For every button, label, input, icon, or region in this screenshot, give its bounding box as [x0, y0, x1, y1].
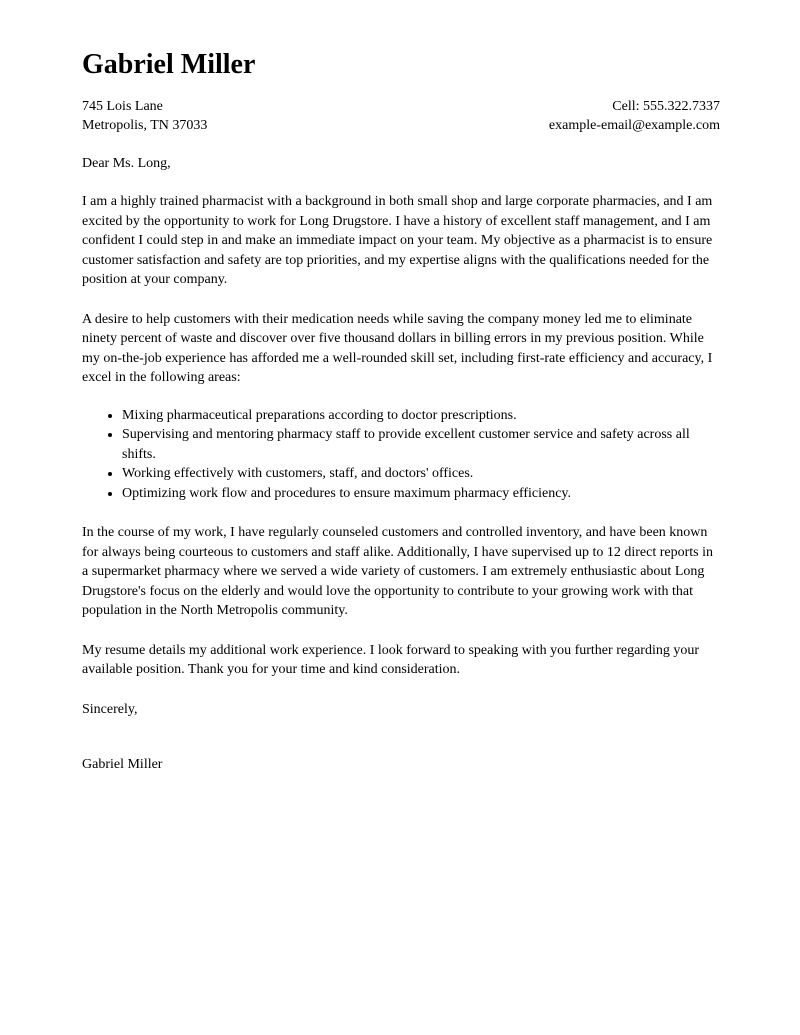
paragraph-accomplishments: In the course of my work, I have regularly counseled customers and controlled inventory, and have been known for always being courteous to customers and staff alike. Additionally, I have supervised up to 12 direct reports in a supermarket pharmacy where we served a wide variety of customers. I am extremely enthusiastic about Long Drugstore's focus on the elderly and would love the opportunity to contribute to your growing work with that population in the North Metropolis community.	[82, 525, 714, 619]
letter-body	[82, 154, 720, 775]
skill-item: • Supervising and mentoring pharmacy staff to provide excellent customer service and safety across all shifts.	[122, 425, 720, 464]
address-line-1: 745 Lois Lane	[82, 98, 163, 114]
skill-item: • Optimizing work flow and procedures to ensure maximum pharmacy efficiency.	[122, 484, 720, 504]
skill-item: • Working effectively with customers, staff, and doctors' offices.	[122, 464, 720, 484]
closing-salutation: Sincerely,	[82, 701, 138, 717]
paragraph-experience: A desire to help customers with their medication needs while saving the company money led me to eliminate ninety percent of waste and discover over five thousand dollars in billing errors in my previous position. While my on-the-job experience has afforded me a well-rounded skill set, including first-rate efficiency and accuracy, I excel in the following areas:	[82, 311, 713, 386]
skill-item: • Mixing pharmaceutical preparations according to doctor prescriptions.	[122, 406, 720, 426]
contact-header	[82, 97, 720, 136]
paragraph-introduction: I am a highly trained pharmacist with a background in both small shop and large corporate pharmacies, and I am excited by the opportunity to work for Long Drugstore. I have a history of excellent staff management, and I am confident I could step in and make an immediate impact on your team. My objective as a pharmacist is to ensure customer satisfaction and safety are top priorities, and my expertise aligns with the qualifications needed for the position at your company.	[82, 194, 713, 288]
sender-address	[82, 97, 207, 136]
letterhead-name: Gabriel Miller	[82, 49, 256, 80]
phone-number: Cell: 555.322.7337	[612, 98, 720, 114]
email-address: example-email@example.com	[548, 118, 720, 134]
paragraph-closing: My resume details my additional work experience. I look forward to speaking with you further regarding your available position. Thank you for your time and kind consideration.	[82, 642, 699, 678]
skills-list	[82, 406, 720, 504]
sender-contact	[549, 97, 720, 136]
salutation: Dear Ms. Long,	[82, 155, 171, 171]
address-line-2: Metropolis, TN 37033	[82, 118, 208, 134]
signature-name: Gabriel Miller	[82, 757, 163, 773]
